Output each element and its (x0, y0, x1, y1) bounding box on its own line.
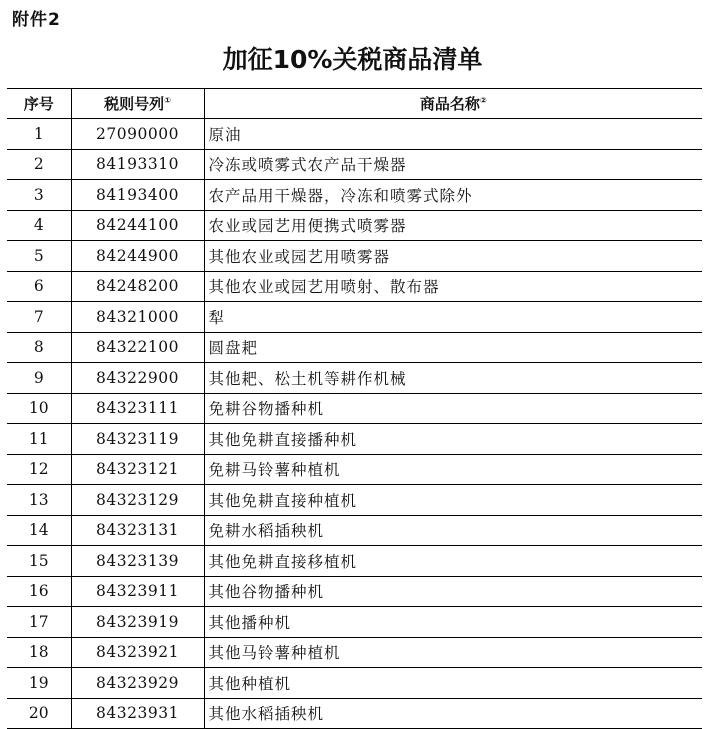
row-seq: 3 (7, 180, 71, 211)
row-seq: 13 (7, 485, 71, 516)
row-name: 免耕谷物播种机 (204, 393, 702, 424)
row-name: 免耕水稻插秧机 (204, 515, 702, 546)
row-name: 农业或园艺用便携式喷雾器 (204, 210, 702, 241)
row-seq: 15 (7, 546, 71, 577)
row-seq: 6 (7, 271, 71, 302)
row-seq: 1 (7, 119, 71, 150)
row-seq: 17 (7, 607, 71, 638)
row-code: 84323911 (71, 576, 204, 607)
row-name: 农产品用干燥器，冷冻和喷雾式除外 (204, 180, 702, 211)
table-row (7, 668, 702, 699)
table-row (7, 637, 702, 668)
row-name: 其他水稻插秧机 (204, 698, 702, 729)
row-seq: 16 (7, 576, 71, 607)
row-name: 原油 (204, 119, 702, 150)
table-row (7, 607, 702, 638)
row-name: 其他种植机 (204, 668, 702, 699)
row-code: 84323921 (71, 637, 204, 668)
row-seq: 2 (7, 149, 71, 180)
row-name: 其他谷物播种机 (204, 576, 702, 607)
row-code: 84322100 (71, 332, 204, 363)
row-code: 84322900 (71, 363, 204, 394)
table-row (7, 302, 702, 333)
row-seq: 8 (7, 332, 71, 363)
row-seq: 20 (7, 698, 71, 729)
row-code: 84323931 (71, 698, 204, 729)
row-seq: 18 (7, 637, 71, 668)
header-code: 税则号列① (71, 89, 204, 119)
row-code: 27090000 (71, 119, 204, 150)
row-code: 84323119 (71, 424, 204, 455)
row-code: 84323121 (71, 454, 204, 485)
table-row (7, 210, 702, 241)
row-code: 84323929 (71, 668, 204, 699)
tariff-table (7, 88, 702, 729)
row-seq: 10 (7, 393, 71, 424)
table-row (7, 180, 702, 211)
row-seq: 5 (7, 241, 71, 272)
row-code: 84323129 (71, 485, 204, 516)
table-row (7, 363, 702, 394)
row-seq: 11 (7, 424, 71, 455)
row-seq: 14 (7, 515, 71, 546)
table-row (7, 485, 702, 516)
row-name: 其他免耕直接播种机 (204, 424, 702, 455)
row-code: 84244900 (71, 241, 204, 272)
row-name: 其他农业或园艺用喷射、散布器 (204, 271, 702, 302)
attachment-label: 附件2 (12, 10, 61, 30)
footnote-marker-2: ② (479, 96, 487, 105)
table-row (7, 454, 702, 485)
row-name: 犁 (204, 302, 702, 333)
row-code: 84193400 (71, 180, 204, 211)
row-name: 圆盘耙 (204, 332, 702, 363)
table-header-row (7, 89, 702, 119)
row-seq: 19 (7, 668, 71, 699)
row-code: 84323111 (71, 393, 204, 424)
row-code: 84323131 (71, 515, 204, 546)
row-code: 84321000 (71, 302, 204, 333)
footnote-marker-1: ① (164, 96, 171, 105)
row-name: 其他马铃薯种植机 (204, 637, 702, 668)
table-row (7, 424, 702, 455)
table-row (7, 515, 702, 546)
header-seq: 序号 (7, 89, 71, 119)
row-name: 免耕马铃薯种植机 (204, 454, 702, 485)
row-name: 冷冻或喷雾式农产品干燥器 (204, 149, 702, 180)
row-seq: 12 (7, 454, 71, 485)
row-seq: 9 (7, 363, 71, 394)
row-seq: 7 (7, 302, 71, 333)
table-row (7, 698, 702, 729)
row-name: 其他耙、松土机等耕作机械 (204, 363, 702, 394)
row-name: 其他播种机 (204, 607, 702, 638)
table-row (7, 393, 702, 424)
page-title: 加征10%关税商品清单 (222, 45, 483, 74)
table-row (7, 576, 702, 607)
table-row (7, 119, 702, 150)
table-row (7, 271, 702, 302)
table-row (7, 546, 702, 577)
row-code: 84193310 (71, 149, 204, 180)
row-name: 其他农业或园艺用喷雾器 (204, 241, 702, 272)
table-row (7, 332, 702, 363)
row-code: 84323919 (71, 607, 204, 638)
row-seq: 4 (7, 210, 71, 241)
row-code: 84248200 (71, 271, 204, 302)
table-row (7, 149, 702, 180)
row-code: 84323139 (71, 546, 204, 577)
header-name: 商品名称② (204, 89, 702, 119)
row-code: 84244100 (71, 210, 204, 241)
table-row (7, 241, 702, 272)
row-name: 其他免耕直接移植机 (204, 546, 702, 577)
row-name: 其他免耕直接种植机 (204, 485, 702, 516)
